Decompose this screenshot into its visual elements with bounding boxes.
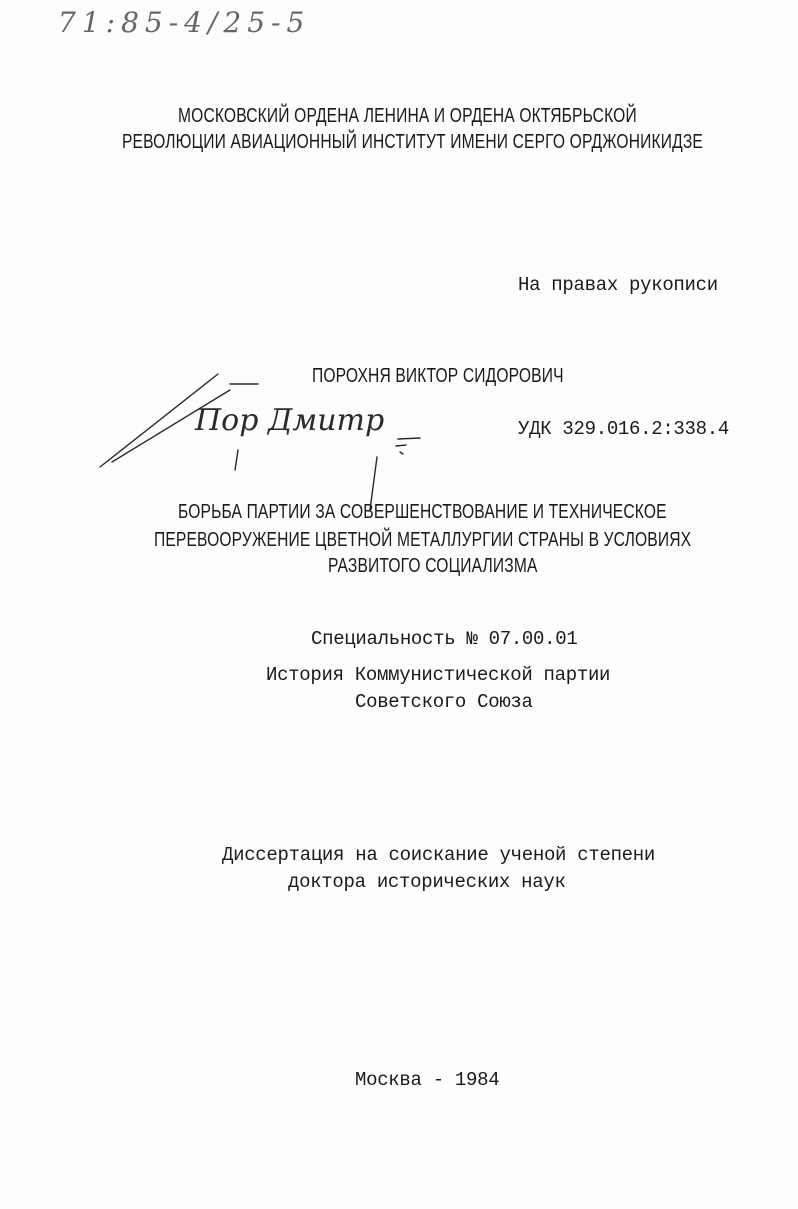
title-line-2: ПЕРЕВООРУЖЕНИЕ ЦВЕТНОЙ МЕТАЛЛУРГИИ СТРАНЫ В УСЛОВИЯХ (154, 529, 692, 551)
archive-handwritten-mark: 71:85-4/25-5 (58, 6, 311, 39)
institution-line-2: РЕВОЛЮЦИИ АВИАЦИОННЫЙ ИНСТИТУТ ИМЕНИ СЕРГО ОРДЖОНИКИДЗЕ (122, 131, 703, 153)
specialty-label: Специальность № 07.00.01 (311, 628, 578, 650)
dissertation-line-2: доктора исторических наук (288, 871, 566, 893)
institution-line-1: МОСКОВСКИЙ ОРДЕНА ЛЕНИНА И ОРДЕНА ОКТЯБРЬСКОЙ (178, 105, 637, 127)
author-name: ПОРОХНЯ ВИКТОР СИДОРОВИЧ (312, 365, 564, 387)
udc-code: УДК 329.016.2:338.4 (518, 418, 729, 440)
dissertation-line-1: Диссертация на соискание ученой степени (222, 844, 655, 866)
specialty-name-line-2: Советского Союза (355, 691, 533, 713)
manuscript-note: На правах рукописи (518, 274, 718, 296)
signature-text: Пор Дмитр (195, 403, 385, 438)
title-line-3: РАЗВИТОГО СОЦИАЛИЗМА (328, 555, 538, 577)
specialty-name-line-1: История Коммунистической партии (266, 664, 611, 686)
handwritten-signature (90, 362, 430, 502)
place-year: Москва - 1984 (355, 1069, 500, 1091)
title-line-1: БОРЬБА ПАРТИИ ЗА СОВЕРШЕНСТВОВАНИЕ И ТЕХНИЧЕСКОЕ (178, 501, 667, 523)
